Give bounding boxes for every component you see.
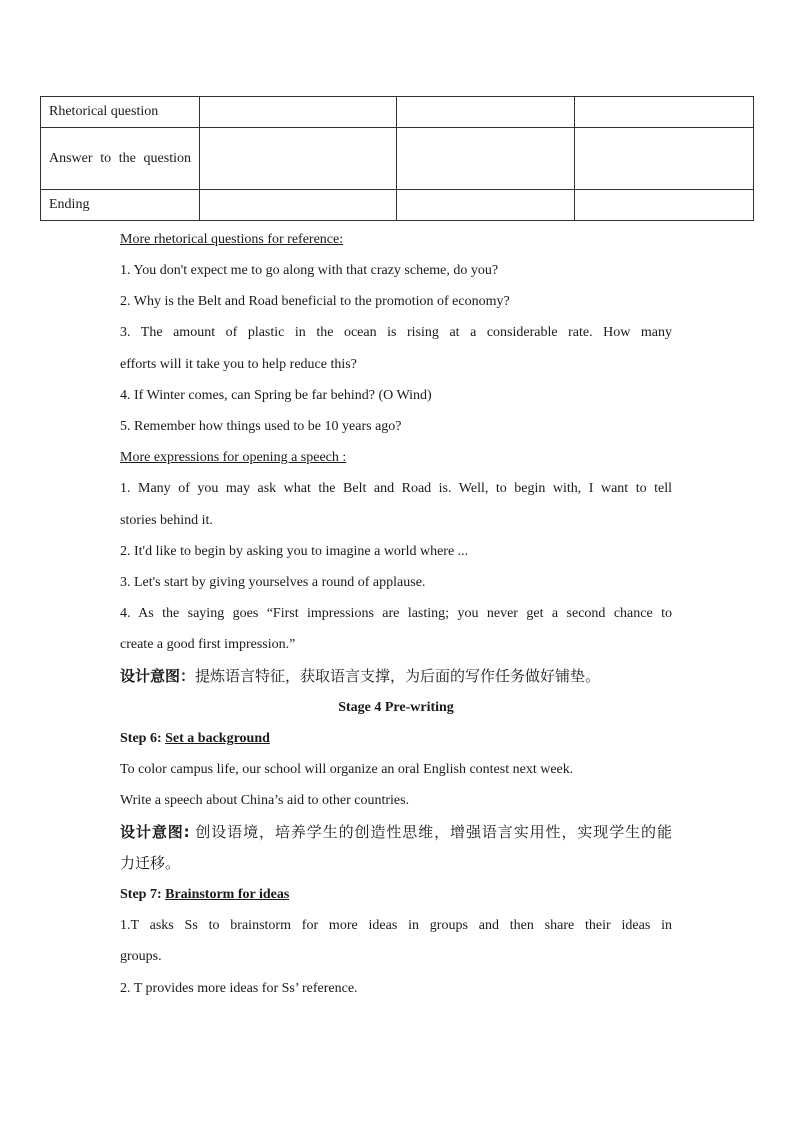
table-cell-label: Answer to the question	[41, 128, 200, 190]
stage-title: Stage 4 Pre-writing	[338, 700, 454, 715]
step6-title: Set a background	[165, 731, 270, 746]
table-cell	[200, 97, 397, 128]
list-item: create a good first impression.”	[120, 637, 296, 652]
design-intent-text: 提炼语言特征，获取语言支撑，为后面的写作任务做好铺垫。	[195, 667, 601, 685]
list-item: 3. Let's start by giving yourselves a round of applause.	[120, 575, 426, 590]
step7-text: groups.	[120, 949, 162, 964]
step7-heading	[120, 886, 672, 904]
step7-label: Step 7:	[120, 887, 162, 902]
list-item: 1. Many of you may ask what the Belt and Road is. Well, to begin with, I want to tell	[120, 481, 672, 496]
list-item: stories behind it.	[120, 513, 213, 528]
step6-label: Step 6:	[120, 731, 162, 746]
list-item: 5. Remember how things used to be 10 years ago?	[120, 419, 402, 434]
design-intent-label: 设计意图：	[120, 667, 196, 685]
table-cell	[397, 128, 575, 190]
table-cell	[575, 128, 754, 190]
list-item: 2. Why is the Belt and Road beneficial to the promotion of economy?	[120, 294, 510, 309]
table-cell	[200, 190, 397, 221]
table-cell-label: Rhetorical question	[41, 97, 200, 128]
design-intent-1	[120, 667, 672, 685]
design-intent-text: 创设语境，培养学生的创造性思维，增强语言实用性，实现学生的能	[195, 823, 672, 841]
step6-text: To color campus life, our school will organize an oral English contest next week.	[120, 762, 574, 777]
step7-text: 2. T provides more ideas for Ss’ reference.	[120, 981, 358, 996]
step7-text: 1.T asks Ss to brainstorm for more ideas in groups and then share their ideas in	[120, 918, 672, 933]
step6-text: Write a speech about China’s aid to other countries.	[120, 793, 410, 808]
list-item: 1. You don't expect me to go along with that crazy scheme, do you?	[120, 263, 499, 278]
design-intent-label: 设计意图:	[120, 823, 190, 841]
list-item: efforts will it take you to help reduce this?	[120, 357, 357, 372]
table-cell	[397, 97, 575, 128]
list-item: 3. The amount of plastic in the ocean is rising at a considerable rate. How many	[120, 325, 672, 340]
list-item: 4. As the saying goes “First impressions are lasting; you never get a second chance to	[120, 606, 672, 621]
table-cell-label: Ending	[41, 190, 200, 221]
table-row	[41, 128, 754, 190]
table-row	[41, 190, 754, 221]
table-cell	[200, 128, 397, 190]
speech-structure-table	[40, 96, 754, 221]
rhetorical-heading: More rhetorical questions for reference:	[120, 232, 344, 247]
table-cell	[575, 190, 754, 221]
step7-title: Brainstorm for ideas	[165, 887, 290, 902]
table-cell	[397, 190, 575, 221]
list-item: 4. If Winter comes, can Spring be far behind? (O Wind)	[120, 388, 432, 403]
table-row	[41, 97, 754, 128]
table-cell	[575, 97, 754, 128]
opening-heading: More expressions for opening a speech :	[120, 450, 347, 465]
list-item: 2. It'd like to begin by asking you to imagine a world where ...	[120, 544, 469, 559]
design-intent-2	[120, 823, 672, 841]
step6-heading	[120, 730, 672, 748]
design-intent-text: 力迁移。	[120, 854, 181, 872]
